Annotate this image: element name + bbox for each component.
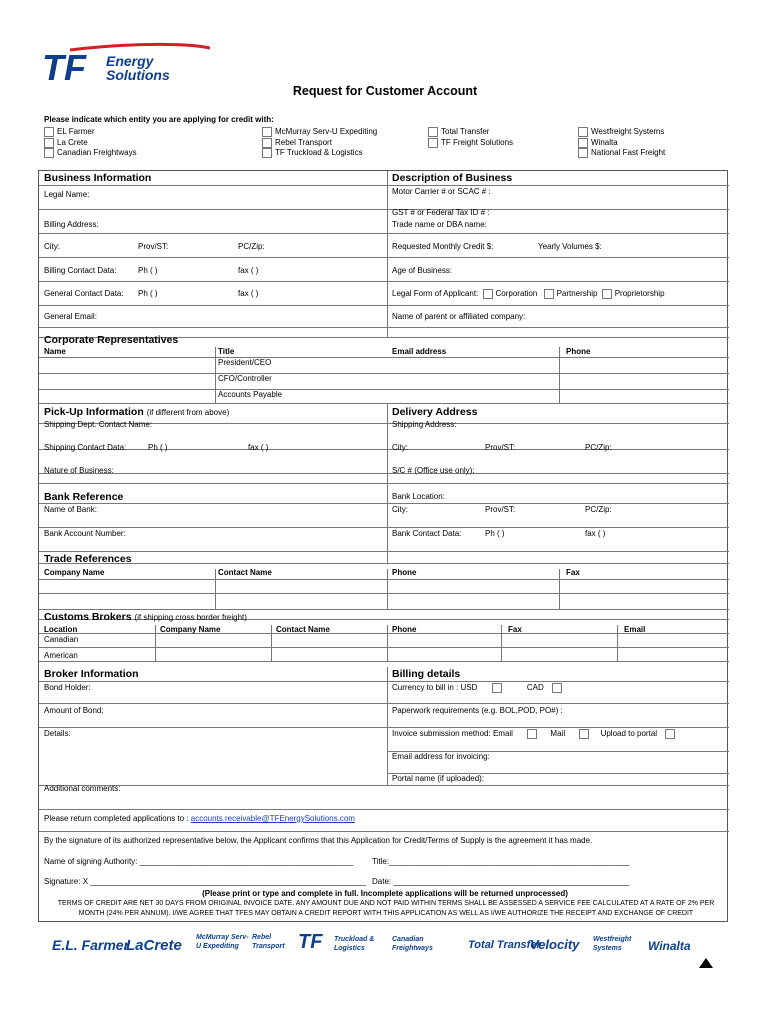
- customs-col-fax: Fax: [508, 625, 522, 634]
- brand-velocity: Velocity: [530, 937, 580, 952]
- brand-rebel: Rebel Transport: [252, 934, 285, 950]
- entity-column-3: [428, 127, 513, 148]
- page-title: Request for Customer Account: [292, 84, 478, 98]
- checkbox-cad[interactable]: [552, 683, 562, 693]
- bank-name-label: Name of Bank:: [44, 505, 97, 514]
- rep-title-ceo: President/CEO: [218, 358, 272, 367]
- general-email-label: General Email:: [44, 312, 97, 321]
- application-form: [38, 170, 728, 922]
- brand-mcmurray: McMurray Serv-U Expediting: [196, 934, 249, 950]
- entity-option-el-farmer[interactable]: EL Farmer: [44, 127, 137, 138]
- entity-option-mcmurray[interactable]: McMurray Serv-U Expediting: [262, 127, 377, 138]
- legal-name-label: Legal Name:: [44, 190, 90, 199]
- bank-pc-label: PC/Zip:: [585, 505, 612, 514]
- sc-label: S/C # (Office use only):: [392, 466, 475, 475]
- invoice-method-group: Invoice submission method: Email Mail Upload to portal: [392, 729, 678, 739]
- col-email: Email address: [392, 347, 447, 356]
- monthly-credit-label: Requested Monthly Credit $:: [392, 242, 494, 251]
- brand-total-transfer: Total Transfer: [468, 939, 541, 951]
- customs-row-american: American: [44, 651, 78, 660]
- return-instructions: Please return completed applications to : accounts.receivable@TFEnergySolutions.com: [44, 814, 355, 823]
- customs-row-canadian: Canadian: [44, 635, 79, 644]
- billing-address-label: Billing Address:: [44, 220, 99, 229]
- pc-label: PC/Zip:: [238, 242, 265, 251]
- entity-prompt: Please indicate which entity you are applying for credit with:: [44, 115, 274, 124]
- col-name: Name: [44, 347, 66, 356]
- checkbox-corporation[interactable]: [483, 289, 493, 299]
- delivery-pc-label: PC/Zip:: [585, 443, 612, 452]
- rep-title-cfo: CFO/Controller: [218, 374, 272, 383]
- bank-city-label: City:: [392, 505, 408, 514]
- checkbox-portal[interactable]: [665, 729, 675, 739]
- legal-form-group: Legal Form of Applicant: Corporation Partnership Proprietorship: [392, 289, 665, 299]
- customs-col-email: Email: [624, 625, 646, 634]
- checkbox[interactable]: [262, 148, 272, 158]
- pickup-heading: Pick-Up Information (if different from above): [44, 406, 230, 418]
- brand-westfreight: Westfreight Systems: [593, 936, 632, 952]
- shipping-dept-label: Shipping Dept. Contact Name:: [44, 420, 153, 429]
- checkbox-proprietorship[interactable]: [602, 289, 612, 299]
- entity-option-tf-truckload[interactable]: TF Truckload & Logistics: [262, 148, 377, 159]
- col-title: Title: [218, 347, 235, 356]
- trade-col-fax: Fax: [566, 568, 580, 577]
- shipping-phone-label: Ph ( ): [148, 443, 168, 452]
- brand-tf: TF: [298, 931, 323, 953]
- checkbox[interactable]: [44, 138, 54, 148]
- customs-col-phone: Phone: [392, 625, 417, 634]
- nature-label: Nature of Business:: [44, 466, 114, 475]
- entity-option-canadian-freightways[interactable]: Canadian Freightways: [44, 148, 137, 159]
- customs-col-location: Location: [44, 625, 78, 634]
- signature-statement: By the signature of its authorized representative below, the Applicant confirms that this Application for Credit/Terms of Supply is the agreement it has made.: [44, 836, 593, 845]
- entity-column-1: [44, 127, 137, 159]
- checkbox[interactable]: [262, 138, 272, 148]
- checkbox-email[interactable]: [527, 729, 537, 739]
- brand-winalta: Winalta: [648, 939, 691, 953]
- currency-group: Currency to bill in : USD CAD: [392, 683, 565, 693]
- description-heading: Description of Business: [392, 172, 513, 184]
- broker-heading: Broker Information: [44, 668, 139, 680]
- entity-column-4: [578, 127, 665, 159]
- svg-text:Energy: Energy: [106, 53, 154, 69]
- delivery-city-label: City:: [392, 443, 408, 452]
- brand-lacrete: LaCrete: [126, 937, 182, 954]
- bank-account-label: Bank Account Number:: [44, 529, 126, 538]
- entity-option-westfreight[interactable]: Westfreight Systems: [578, 127, 665, 138]
- checkbox[interactable]: [578, 138, 588, 148]
- brand-canadian-freightways: Canadian Freightways: [392, 936, 433, 952]
- billing-contact-label: Billing Contact Data:: [44, 266, 117, 275]
- signature-line[interactable]: Signature: X ______________________________________________________________: [44, 877, 367, 886]
- paperwork-label: Paperwork requirements (e.g. BOL,POD, PO#) :: [392, 706, 563, 715]
- bank-heading: Bank Reference: [44, 491, 124, 503]
- checkbox[interactable]: [262, 127, 272, 137]
- entity-option-rebel[interactable]: Rebel Transport: [262, 138, 377, 149]
- print-note: (Please print or type and complete in full. Incomplete applications will be returned unprocessed): [202, 889, 568, 898]
- trade-col-phone: Phone: [392, 568, 417, 577]
- credit-terms: TERMS OF CREDIT ARE NET 30 DAYS FROM ORIGINAL INVOICE DATE. ANY AMOUNT DUE AND NOT PAID WITHIN TERMS SHALL BE ASSESSED A SERVICE FEE CALCULATED AT A RATE OF 2% PER MONTH (24% PER ANNUM). I/WE AGREE THAT TFES MAY OBTAIN A CREDIT REPORT WITH THIS APPLICATION AS WELL AS I/WE AUTHORIZE THE RECEIPT AND EXCHANGE OF CREDIT: [57, 900, 715, 917]
- checkbox-mail[interactable]: [579, 729, 589, 739]
- checkbox[interactable]: [428, 138, 438, 148]
- checkbox-partnership[interactable]: [544, 289, 554, 299]
- gst-label: GST # or Federal Tax ID # :: [392, 208, 490, 217]
- trade-name-label: Trade name or DBA name:: [392, 220, 487, 229]
- entity-option-total-transfer[interactable]: Total Transfer: [428, 127, 513, 138]
- checkbox[interactable]: [578, 148, 588, 158]
- checkbox[interactable]: [44, 148, 54, 158]
- bank-contact-label: Bank Contact Data:: [392, 529, 462, 538]
- entity-option-winalta[interactable]: Winalta: [578, 138, 665, 149]
- billing-phone-label: Ph ( ): [138, 266, 158, 275]
- motor-carrier-label: Motor Carrier # or SCAC # :: [392, 187, 491, 196]
- age-label: Age of Business:: [392, 266, 453, 275]
- company-logo: [40, 42, 220, 86]
- details-label: Details:: [44, 729, 71, 738]
- date-line[interactable]: Date: _____________________________________________________: [372, 877, 630, 886]
- title-line[interactable]: Title:______________________________________________________: [372, 857, 630, 866]
- customs-heading: Customs Brokers (if shipping cross border freight): [44, 611, 247, 623]
- signing-authority-line[interactable]: Name of signing Authority: ________________________________________________: [44, 857, 354, 866]
- parent-company-label: Name of parent or affiliated company:: [392, 312, 526, 321]
- delivery-prov-label: Prov/ST:: [485, 443, 516, 452]
- bond-holder-label: Bond Holder:: [44, 683, 91, 692]
- entity-option-la-crete[interactable]: La Crete: [44, 138, 137, 149]
- prov-label: Prov/ST:: [138, 242, 169, 251]
- bond-amount-label: Amount of Bond:: [44, 706, 104, 715]
- general-contact-label: General Contact Data:: [44, 289, 124, 298]
- customs-col-company: Company Name: [160, 625, 221, 634]
- checkbox[interactable]: [44, 127, 54, 137]
- trade-col-company: Company Name: [44, 568, 105, 577]
- svg-text:Solutions: Solutions: [106, 67, 170, 83]
- bank-phone-label: Ph ( ): [485, 529, 505, 538]
- bank-location-label: Bank Location:: [392, 492, 445, 501]
- checkbox[interactable]: [578, 127, 588, 137]
- yearly-volumes-label: Yearly Volumes $:: [538, 242, 602, 251]
- delivery-heading: Delivery Address: [392, 406, 478, 418]
- shipping-address-label: Shipping Address:: [392, 420, 457, 429]
- corporate-heading: Corporate Representatives: [44, 334, 179, 346]
- general-phone-label: Ph ( ): [138, 289, 158, 298]
- entity-column-2: [262, 127, 377, 159]
- bank-fax-label: fax ( ): [585, 529, 606, 538]
- additional-comments-label: Additional comments:: [44, 784, 121, 793]
- return-email-link[interactable]: accounts.receivable@TFEnergySolutions.com: [190, 814, 355, 823]
- shipping-fax-label: fax ( ): [248, 443, 269, 452]
- business-info-heading: Business Information: [44, 172, 152, 184]
- portal-name-label: Portal name (if uploaded):: [392, 774, 485, 783]
- entity-option-tf-freight[interactable]: TF Freight Solutions: [428, 138, 513, 149]
- general-fax-label: fax ( ): [238, 289, 259, 298]
- trade-col-contact: Contact Name: [218, 568, 272, 577]
- col-phone: Phone: [566, 347, 591, 356]
- city-label: City:: [44, 242, 60, 251]
- entity-option-national-fast-freight[interactable]: National Fast Freight: [578, 148, 665, 159]
- bank-prov-label: Prov/ST:: [485, 505, 516, 514]
- checkbox[interactable]: [428, 127, 438, 137]
- checkbox-usd[interactable]: [492, 683, 502, 693]
- billing-fax-label: fax ( ): [238, 266, 259, 275]
- rep-title-ap: Accounts Payable: [218, 390, 283, 399]
- partner-mark-icon: [698, 956, 714, 970]
- email-invoicing-label: Email address for invoicing:: [392, 752, 490, 761]
- brand-el-farmer: E.L. Farmer: [52, 937, 130, 953]
- billing-heading: Billing details: [392, 668, 461, 680]
- shipping-contact-label: Shipping Contact Data:: [44, 443, 127, 452]
- brand-tf-truckload: Truckload & Logistics: [334, 936, 375, 952]
- customs-col-contact: Contact Name: [276, 625, 330, 634]
- trade-heading: Trade References: [44, 553, 132, 565]
- svg-text:TF: TF: [42, 47, 86, 86]
